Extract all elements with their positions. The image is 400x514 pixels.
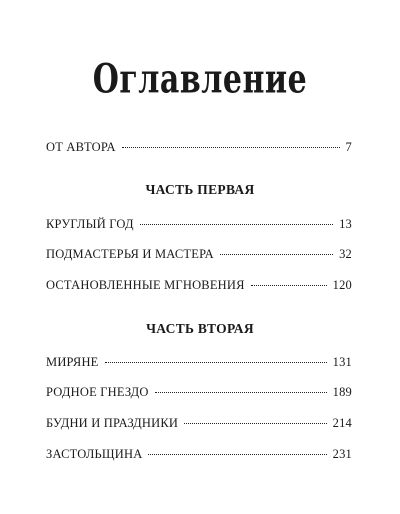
toc-entry[interactable] bbox=[46, 447, 352, 462]
toc-entry-label: ПОДМАСТЕРЬЯ И МАСТЕРА bbox=[46, 247, 214, 261]
part-heading-2: ЧАСТЬ ВТОРАЯ bbox=[146, 321, 254, 336]
toc-entry-label: КРУГЛЫЙ ГОД bbox=[46, 217, 134, 231]
dot-leader bbox=[155, 392, 327, 393]
dot-leader bbox=[140, 224, 333, 225]
dot-leader bbox=[148, 454, 326, 455]
dot-leader bbox=[122, 147, 340, 148]
toc-entry[interactable] bbox=[46, 355, 352, 370]
dot-leader bbox=[184, 423, 327, 424]
toc-entry-label: ЗАСТОЛЬЩИНА bbox=[46, 447, 143, 461]
toc-entry-label: МИРЯНЕ bbox=[46, 355, 99, 369]
toc-entry[interactable] bbox=[46, 416, 352, 431]
dot-leader bbox=[251, 285, 327, 286]
toc-entry-label: ОСТАНОВЛЕННЫЕ МГНОВЕНИЯ bbox=[46, 278, 245, 292]
toc-entry-label: ОТ АВТОРА bbox=[46, 140, 116, 154]
toc-page-number: 120 bbox=[332, 278, 352, 292]
toc-entry[interactable] bbox=[46, 278, 352, 293]
toc-page-number: 189 bbox=[332, 385, 352, 399]
toc-page-number: 131 bbox=[332, 355, 352, 369]
toc-page-number: 214 bbox=[332, 416, 352, 430]
dot-leader bbox=[220, 254, 333, 255]
toc-entry-intro[interactable] bbox=[46, 140, 352, 155]
toc-page-number: 7 bbox=[345, 140, 352, 154]
dot-leader bbox=[105, 362, 327, 363]
page-title: Оглавление bbox=[92, 56, 308, 104]
part-heading-1: ЧАСТЬ ПЕРВАЯ bbox=[145, 182, 255, 197]
toc-entry-label: РОДНОЕ ГНЕЗДО bbox=[46, 385, 149, 399]
toc-entry[interactable] bbox=[46, 385, 352, 400]
toc-page-number: 32 bbox=[339, 247, 352, 261]
toc-page-number: 231 bbox=[332, 447, 352, 461]
toc-entry-label: БУДНИ И ПРАЗДНИКИ bbox=[46, 416, 179, 430]
toc-page-number: 13 bbox=[339, 217, 352, 231]
toc-entry[interactable] bbox=[46, 217, 352, 232]
toc-entry[interactable] bbox=[46, 247, 352, 262]
